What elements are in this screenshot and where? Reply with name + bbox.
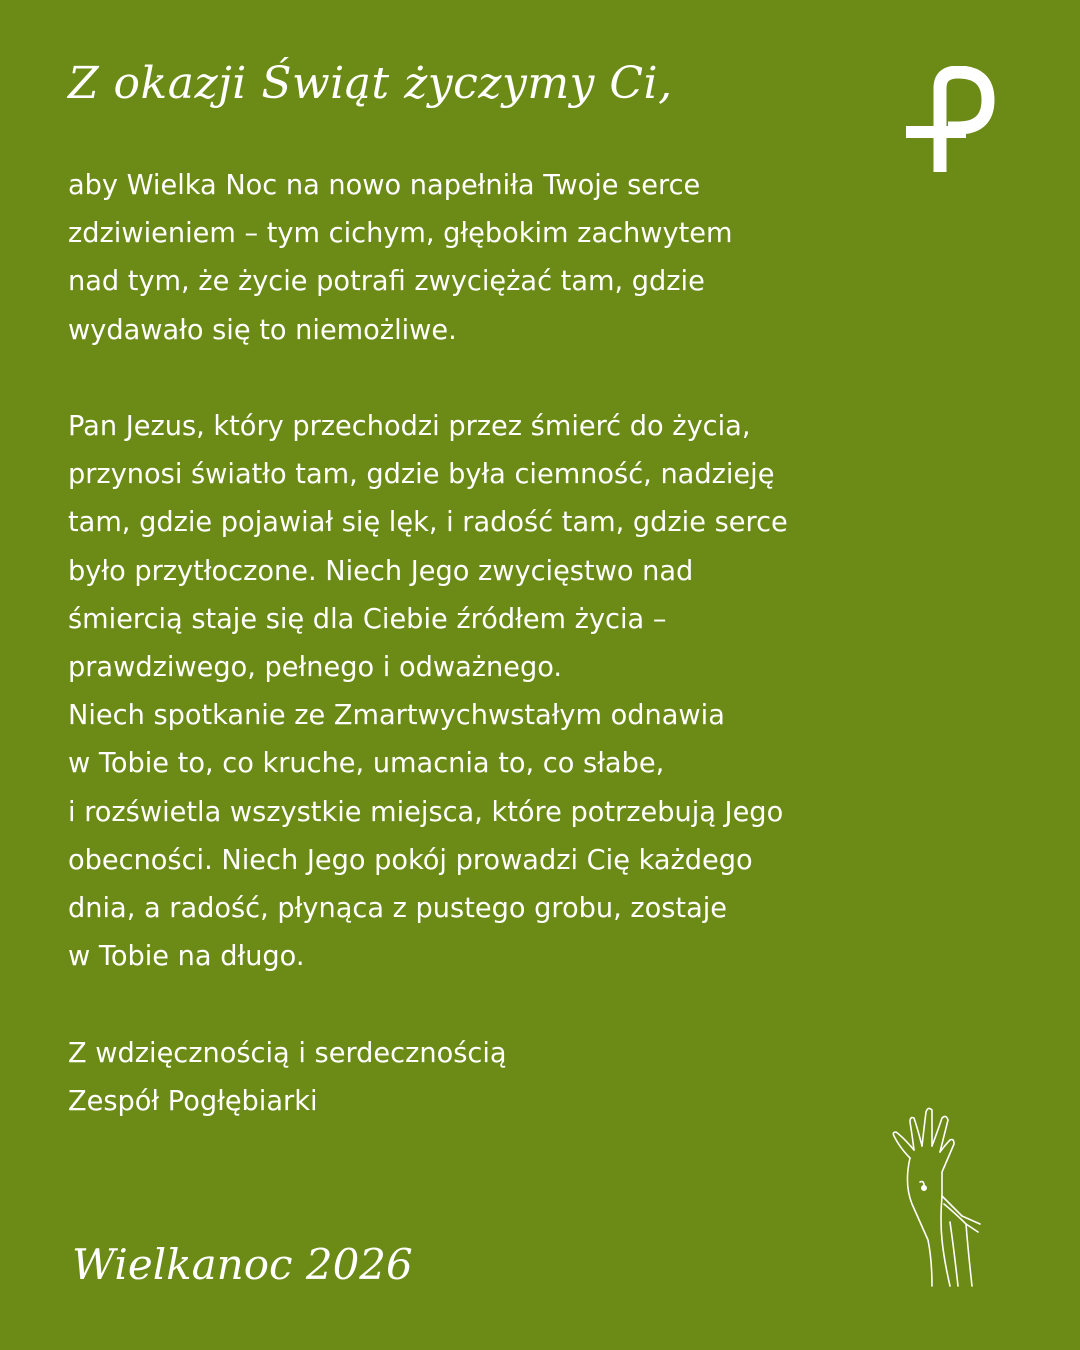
body-line: wydawało się to niemożliwe. <box>68 314 457 346</box>
body-line: i rozświetla wszystkie miejsca, które potrzebują Jego <box>68 796 784 828</box>
body-line: przynosi światło tam, gdzie była ciemność, nadzieję <box>68 459 775 491</box>
footer-date: Wielkanoc 2026 <box>72 1240 413 1289</box>
paragraph-blessing <box>68 403 908 981</box>
signature-line: Z wdzięcznością i serdecznością <box>68 1037 507 1069</box>
hand-line-art-icon <box>880 1100 990 1296</box>
body-line: śmiercią staje się dla Ciebie źródłem życia – <box>68 603 667 635</box>
paragraph-spacer <box>68 355 908 403</box>
body-line: w Tobie to, co kruche, umacnia to, co słabe, <box>68 748 665 780</box>
body-line: Pan Jezus, który przechodzi przez śmierć do życia, <box>68 411 751 442</box>
body-line: dnia, a radość, płynąca z pustego grobu, zostaje <box>68 893 728 925</box>
body-line: Niech spotkanie ze Zmartwychwstałym odnawia <box>68 700 725 732</box>
body-line: zdziwieniem – tym cichym, głębokim zachwytem <box>68 218 733 250</box>
cross-p-monogram-icon <box>900 66 996 176</box>
message-body <box>68 162 908 1126</box>
body-line: nad tym, że życie potrafi zwyciężać tam, gdzie <box>68 266 705 298</box>
signature-line: Zespół Pogłębiarki <box>68 1085 318 1117</box>
greeting-heading: Z okazji Świąt życzymy Ci, <box>68 58 673 109</box>
body-line: aby Wielka Noc na nowo napełniła Twoje serce <box>68 170 701 201</box>
paragraph-spacer <box>68 981 908 1029</box>
body-line: tam, gdzie pojawiał się lęk, i radość tam, gdzie serce <box>68 507 788 539</box>
body-line: prawdziwego, pełnego i odważnego. <box>68 652 563 684</box>
signature <box>68 1030 908 1126</box>
body-line: było przytłoczone. Niech Jego zwycięstwo nad <box>68 555 694 587</box>
body-line: w Tobie na długo. <box>68 941 305 973</box>
body-line: obecności. Niech Jego pokój prowadzi Cię każdego <box>68 844 753 876</box>
paragraph-wishes <box>68 162 908 355</box>
